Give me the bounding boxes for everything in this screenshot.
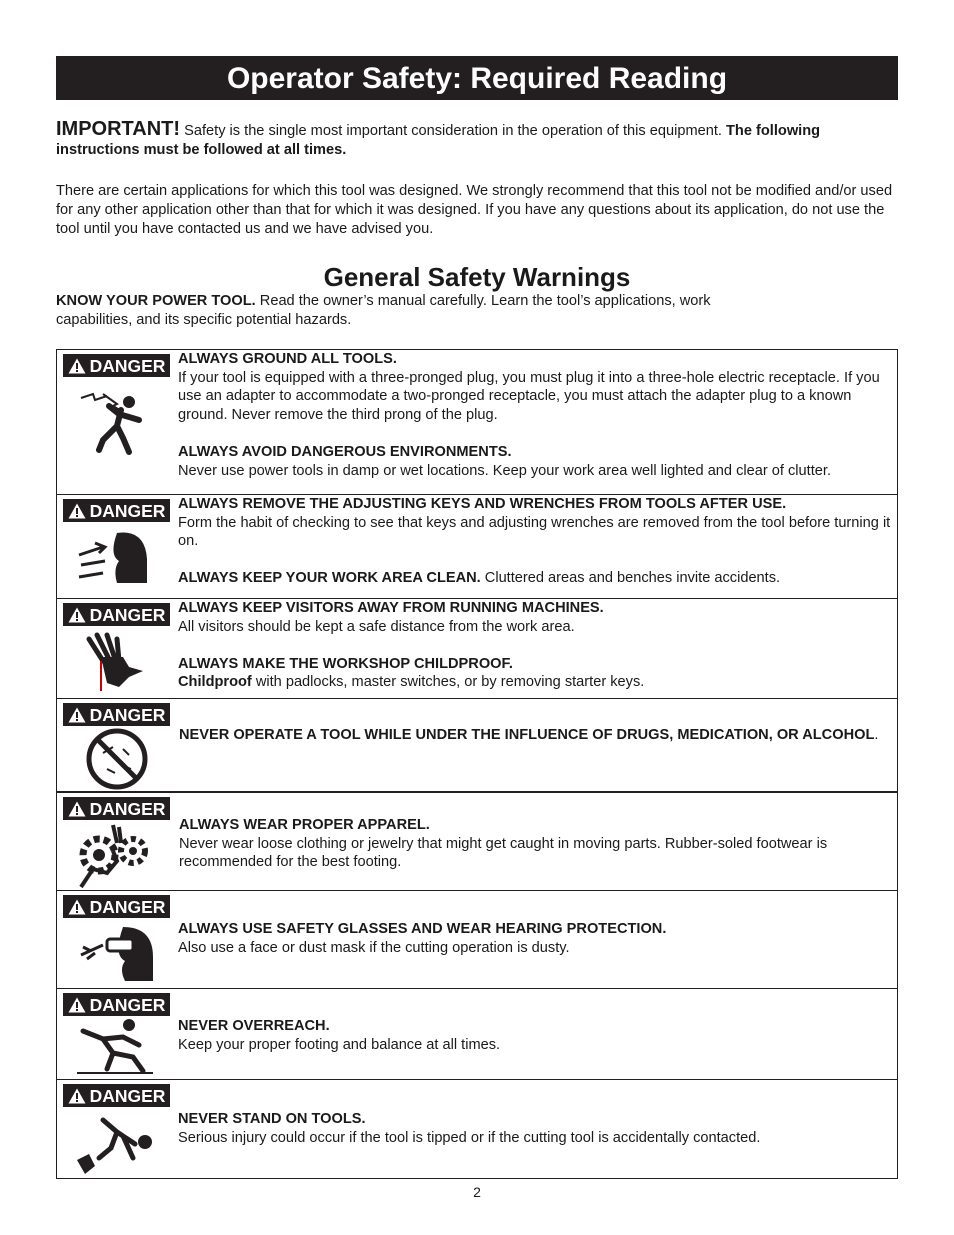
danger-badge (63, 354, 170, 377)
warning-heading: NEVER OPERATE A TOOL WHILE UNDER THE INFLUENCE OF DRUGS, MEDICATION, OR ALCOHOL (179, 727, 875, 743)
danger-badge (63, 603, 170, 626)
danger-label: DANGER (89, 500, 166, 521)
warning-body: Serious injury could occur if the tool is tipped or if the cutting tool is accidentally contacted. (178, 1129, 761, 1146)
warning-body: Also use a face or dust mask if the cutting operation is dusty. (178, 939, 570, 956)
danger-label: DANGER (89, 994, 166, 1015)
warning-text (178, 920, 891, 957)
warning-row (57, 1080, 897, 1179)
warning-row (57, 989, 897, 1080)
know-your-tool-bold: KNOW YOUR POWER TOOL. (56, 293, 256, 309)
warning-text (179, 726, 891, 745)
warning-heading: ALWAYS KEEP YOUR WORK AREA CLEAN. (178, 570, 481, 587)
safety-glasses-icon (73, 921, 157, 991)
warning-row (57, 599, 897, 699)
warning-row (57, 699, 897, 793)
know-your-tool-text: Read the owner’s manual carefully. Learn the tool’s applications, work capabilities, and its specific potential hazards. (56, 293, 711, 328)
danger-label: DANGER (89, 1085, 166, 1106)
important-paragraph (56, 120, 898, 160)
warning-heading: ALWAYS USE SAFETY GLASSES AND WEAR HEARING PROTECTION. (178, 921, 667, 937)
danger-label: DANGER (89, 896, 166, 917)
warning-body: Keep your proper footing and balance at all times. (178, 1036, 501, 1053)
know-your-tool-paragraph (56, 292, 776, 330)
warning-text (178, 599, 891, 692)
important-label: IMPORTANT! (56, 118, 181, 140)
warning-text (178, 1110, 891, 1147)
no-drugs-icon (73, 725, 157, 795)
warning-body: Cluttered areas and benches invite accidents. (480, 570, 781, 587)
general-safety-heading: General Safety Warnings (323, 262, 631, 292)
warning-text (178, 350, 891, 480)
page-title: Operator Safety: Required Reading (226, 62, 728, 95)
danger-warnings-table (56, 349, 898, 1179)
warning-body-bold: Childproof (178, 674, 252, 691)
warning-body: with padlocks, master switches, or by removing starter keys. (251, 674, 645, 691)
danger-label: DANGER (89, 604, 166, 625)
warning-heading: ALWAYS KEEP VISITORS AWAY FROM RUNNING MACHINES. (178, 600, 604, 616)
warning-body: Never wear loose clothing or jewelry that might get caught in moving parts. Rubber-soled footwear is recommended for the best footing. (179, 835, 828, 871)
warning-heading: ALWAYS WEAR PROPER APPAREL. (179, 817, 430, 833)
warning-heading: NEVER OVERREACH. (178, 1018, 330, 1034)
important-bold-text: The following instructions must be followed at all times. (56, 123, 821, 158)
important-text: Safety is the single most important consideration in the operation of this equipment. (180, 123, 727, 139)
danger-label: DANGER (89, 355, 166, 376)
warning-body: Form the habit of checking to see that keys and adjusting wrenches are removed from the tool before turning it on. (178, 514, 891, 550)
warning-heading-tail: . (874, 727, 879, 743)
danger-label: DANGER (89, 798, 166, 819)
warning-triangle-icon (68, 801, 86, 817)
danger-badge (63, 895, 170, 918)
warning-triangle-icon (68, 707, 86, 723)
danger-badge (63, 993, 170, 1016)
page-title-banner (56, 56, 898, 100)
danger-badge (63, 703, 170, 726)
warning-triangle-icon (68, 899, 86, 915)
flying-debris-icon (73, 525, 157, 595)
danger-label: DANGER (89, 704, 166, 725)
warning-heading: NEVER STAND ON TOOLS. (178, 1111, 366, 1127)
warning-row (57, 793, 897, 891)
warning-heading: ALWAYS REMOVE THE ADJUSTING KEYS AND WRENCHES FROM TOOLS AFTER USE. (178, 496, 787, 512)
warning-row (57, 495, 897, 599)
electric-shock-icon (73, 390, 157, 460)
warning-triangle-icon (68, 358, 86, 374)
warning-triangle-icon (68, 1088, 86, 1104)
warning-triangle-icon (68, 503, 86, 519)
overreach-fall-icon (73, 1017, 157, 1077)
falling-person-icon (73, 1108, 157, 1178)
applications-paragraph: There are certain applications for which this tool was designed. We strongly recommend that this tool not be modified and/or used for any other application other than that for which it was designed. If you have any questions about its application, do not use the tool until you have contacted us and we have advised you. (56, 183, 893, 237)
warning-triangle-icon (68, 607, 86, 623)
warning-heading: ALWAYS AVOID DANGEROUS ENVIRONMENTS. (178, 443, 512, 460)
warning-heading: ALWAYS GROUND ALL TOOLS. (178, 351, 397, 367)
warning-heading: ALWAYS MAKE THE WORKSHOP CHILDPROOF. (178, 655, 513, 672)
warning-row (57, 891, 897, 989)
danger-badge (63, 499, 170, 522)
warning-body: Never use power tools in damp or wet locations. Keep your work area well lighted and clear of clutter. (178, 462, 831, 479)
warning-triangle-icon (68, 997, 86, 1013)
warning-body: All visitors should be kept a safe distance from the work area. (178, 618, 575, 635)
warning-text (179, 816, 891, 872)
warning-text (178, 495, 891, 588)
warning-body: If your tool is equipped with a three-pronged plug, you must plug it into a three-hole electric receptacle. If you use an adapter to accommodate a two-pronged receptacle, you must attach the adapter plug to a known ground. Never remove the third prong of the plug. (178, 369, 880, 423)
page-number: 2 (473, 1184, 481, 1200)
danger-badge (63, 797, 170, 820)
hand-cut-icon (73, 631, 157, 701)
warning-text (178, 1017, 891, 1054)
warning-row (57, 350, 897, 495)
entanglement-gears-icon (73, 821, 157, 891)
danger-badge (63, 1084, 170, 1107)
